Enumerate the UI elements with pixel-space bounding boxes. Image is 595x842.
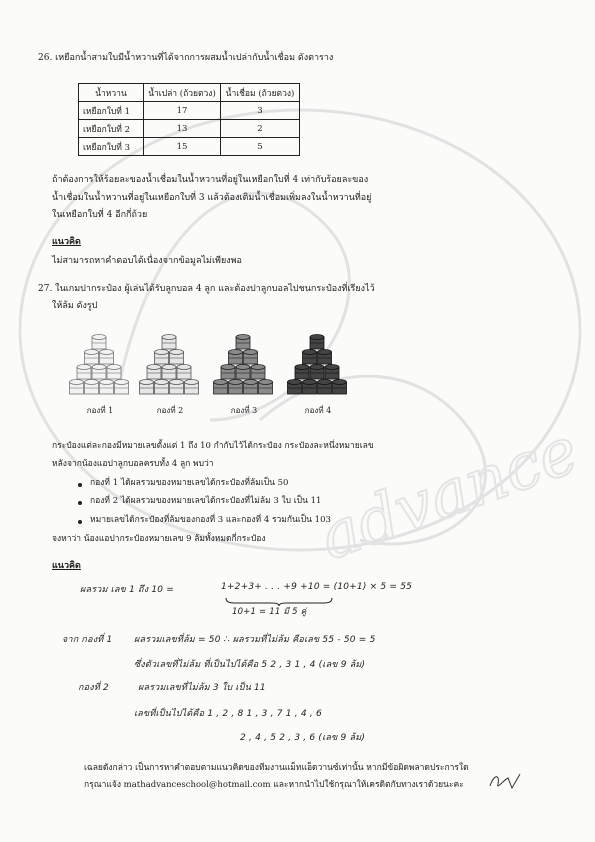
can-top: [288, 380, 302, 385]
q26-table: [78, 83, 300, 156]
table-cell: 15: [144, 138, 221, 156]
q27-title-line: ให้ล้ม ดังรูป: [52, 301, 98, 311]
q27-body-line: กระป๋องแต่ละกองมีหมายเลขตั้งแต่ 1 ถึง 10 กำกับไว้ได้กระป๋อง กระป๋องละหนึ่งหมายเลข: [52, 441, 374, 451]
can-top: [70, 380, 84, 385]
q27-title-line: 27. ในเกมปากระป๋อง ผู้เล่นได้รับลูกบอล 4 ลูก และต้องปาลูกบอลไปชนกระป๋องที่เรียงไว้: [38, 284, 375, 294]
can-top: [310, 365, 324, 370]
can-top: [318, 350, 332, 355]
can-top: [214, 380, 228, 385]
can-top: [85, 350, 99, 355]
q26-question-line: ถ้าต้องการให้ร้อยละของน้ำเชื่อมในน้ำหวานที่อยู่ในเหยือกใบที่ 4 เท่ากับร้อยละของ: [52, 175, 369, 185]
can-top: [303, 380, 317, 385]
can-top: [85, 380, 99, 385]
hand-line-2-label: จาก กองที่ 1: [62, 635, 113, 645]
can-pile-4-icon: [282, 330, 352, 396]
table-cell: 17: [144, 102, 221, 120]
table-cell: 3: [221, 102, 300, 120]
hand-line-2-text: ผลรวมเลขที่ล้ม = 50 ∴ ผลรวมที่ไม่ล้ม คือเลข 55 - 50 = 5: [134, 635, 376, 645]
pile-label: กองที่ 3: [230, 406, 258, 415]
q27-bullet: กองที่ 1 ได้ผลรวมของหมายเลขได้กระป๋องที่ล้มเป็น 50: [90, 478, 289, 488]
bullet-dot: [78, 501, 82, 505]
footer-line-1: เฉลยดังกล่าว เป็นการหาคำตอบตามแนวคิดของทีมงานแม็ทแอ็ดวานซ์เท่านั้น หากมีข้อผิดพลาดประการใด: [84, 763, 469, 773]
table-cell: 5: [221, 138, 300, 156]
can-top: [140, 380, 154, 385]
can-top: [100, 350, 114, 355]
can-top: [77, 365, 91, 370]
can-top: [295, 365, 309, 370]
q26-question-line: ในเหยือกใบที่ 4 อีกกี่ถ้วย: [52, 210, 148, 220]
table-header-row: [79, 84, 300, 102]
can-top: [333, 380, 347, 385]
can-top: [115, 380, 129, 385]
pile-label: กองที่ 2: [156, 406, 184, 415]
can-top: [147, 365, 161, 370]
can-top: [155, 380, 169, 385]
footer-line-2: กรุณาแจ้ง mathadvanceschool@hotmail.com และหากนำไปใช้กรุณาให้เครดิตกับทางเราด้วยนะคะ: [84, 780, 464, 790]
hand-line-5-text: เลขที่เป็นไปได้คือ 1 , 2 , 8 1 , 3 , 7 1 , 4 , 6: [134, 709, 322, 719]
table-header-cell: น้ำหวาน: [79, 84, 144, 102]
can-top: [92, 365, 106, 370]
bullet-dot: [78, 520, 82, 524]
table-cell: 2: [221, 120, 300, 138]
table-row: [79, 102, 300, 120]
signature-icon: [486, 770, 526, 792]
q27-bullet: หมายเลขได้กระป๋องที่ล้มของกองที่ 3 และกองที่ 4 รวมกันเป็น 103: [90, 515, 331, 525]
can-top: [162, 365, 176, 370]
can-top: [107, 365, 121, 370]
hand-line-1-mid: 1+2+3+ . . . +9 +10 = (10+1) × 5 = 55: [221, 582, 413, 592]
can-top: [236, 335, 250, 340]
can-pile-2-icon: [134, 330, 204, 396]
can-top: [155, 350, 169, 355]
q27-solution-heading: แนวคิด: [52, 561, 81, 571]
hand-line-1-left: ผลรวม เลข 1 ถึง 10 =: [80, 585, 175, 595]
can-top: [221, 365, 235, 370]
table-header-cell: น้ำเชื่อม (ถ้วยตวง): [221, 84, 300, 102]
can-top: [229, 350, 243, 355]
table-cell: เหยือกใบที่ 1: [79, 102, 144, 120]
can-top: [236, 365, 250, 370]
svg-text:advance: advance: [310, 413, 588, 576]
can-top: [259, 380, 273, 385]
can-top: [170, 380, 184, 385]
pile-label: กองที่ 4: [304, 406, 332, 415]
table-row: [79, 120, 300, 138]
can-top: [310, 335, 324, 340]
can-top: [100, 380, 114, 385]
can-top: [303, 350, 317, 355]
can-pile-1-icon: [64, 330, 134, 396]
can-pile-3-icon: [208, 330, 278, 396]
q26-solution-heading: แนวคิด: [52, 237, 81, 247]
table-cell: เหยือกใบที่ 3: [79, 138, 144, 156]
can-top: [244, 350, 258, 355]
can-top: [170, 350, 184, 355]
q26-title: 26. เหยือกน้ำสามใบมีน้ำหวานที่ได้จากการผสมน้ำเปล่ากับน้ำเชื่อม ดังตาราง: [38, 53, 334, 63]
can-top: [92, 335, 106, 340]
hand-line-4-text: ผลรวมเลขที่ไม่ล้ม 3 ใบ เป็น 11: [138, 683, 266, 693]
q27-bullet: กองที่ 2 ได้ผลรวมของหมายเลขได้กระป๋องที่ไม่ล้ม 3 ใบ เป็น 11: [90, 496, 322, 506]
can-top: [325, 365, 339, 370]
hand-line-4-label: กองที่ 2: [78, 683, 109, 693]
can-top: [244, 380, 258, 385]
pile-label: กองที่ 1: [86, 406, 114, 415]
q27-question: จงหาว่า น้องแอปากระป๋องหมายเลข 9 ล้มทั้งหมดกี่กระป๋อง: [52, 534, 266, 544]
hand-line-1-under: 10+1 = 11 มี 5 คู่: [232, 607, 307, 617]
can-top: [185, 380, 199, 385]
can-top: [162, 335, 176, 340]
table-row: [79, 138, 300, 156]
bullet-dot: [78, 483, 82, 487]
can-top: [251, 365, 265, 370]
q27-body-line: หลังจากน้องแอปาลูกบอลครบทั้ง 4 ลูก พบว่า: [52, 459, 214, 469]
hand-line-3-text: ซึ่งตัวเลขที่ไม่ล้ม ที่เป็นไปได้คือ 5 2 , 3 1 , 4 (เลข 9 ล้ม): [134, 660, 366, 670]
can-top: [229, 380, 243, 385]
table-cell: 13: [144, 120, 221, 138]
can-top: [177, 365, 191, 370]
hand-line-6-text: 2 , 4 , 5 2 , 3 , 6 (เลข 9 ล้ม): [240, 733, 366, 743]
q26-question-line: น้ำเชื่อมในน้ำหวานที่อยู่ในเหยือกใบที่ 3 แล้วต้องเติมน้ำเชื่อมเพิ่มลงในน้ำหวานที่อยู่: [52, 193, 372, 203]
table-header-cell: น้ำเปล่า (ถ้วยตวง): [144, 84, 221, 102]
can-top: [318, 380, 332, 385]
table-cell: เหยือกใบที่ 2: [79, 120, 144, 138]
q26-solution-text: ไม่สามารถหาคำตอบได้เนื่องจากข้อมูลไม่เพียงพอ: [52, 256, 242, 266]
